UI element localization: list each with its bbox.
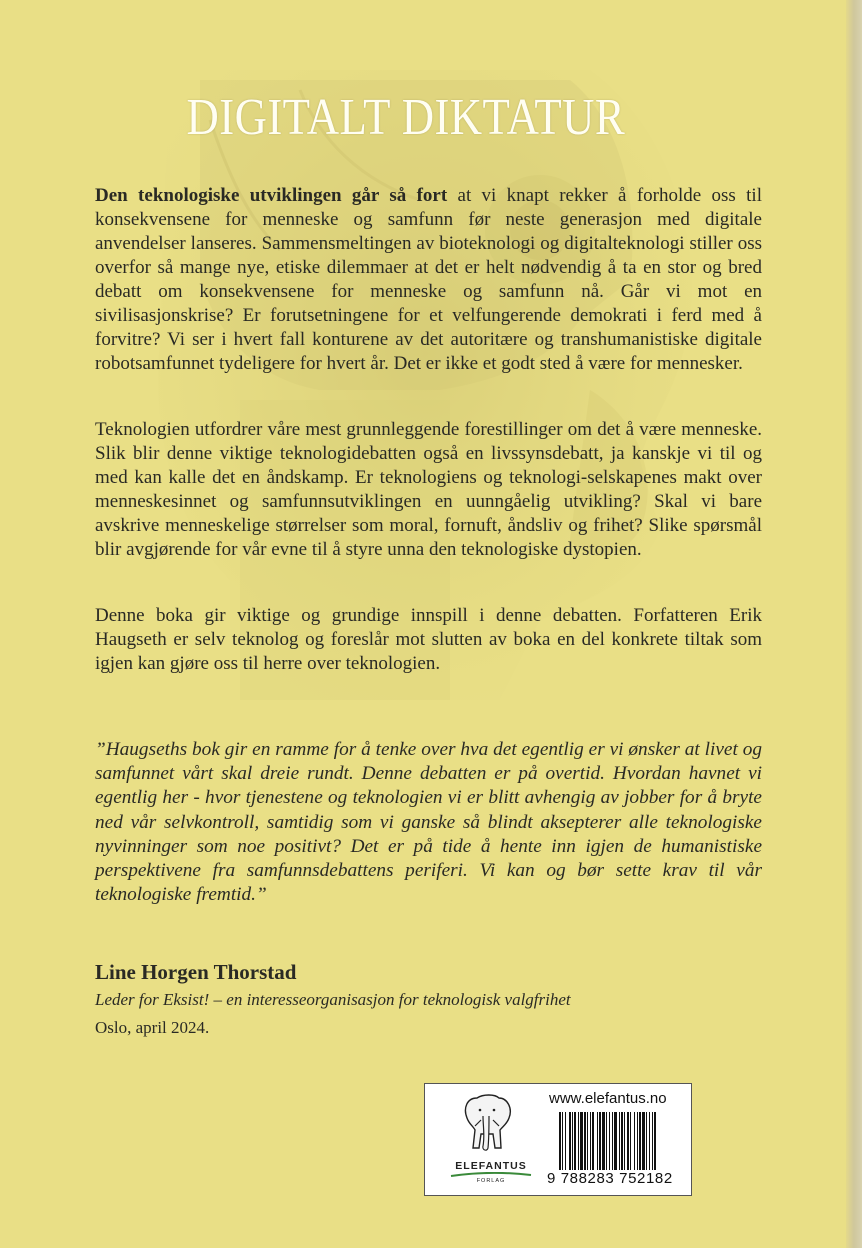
- barcode-bar: [580, 1112, 583, 1170]
- second-paragraph: Teknologien utfordrer våre mest grunnleggende forestillinger om det å være menneske. Slik blir denne viktige teknologidebatten også en livssynsdebatt, ja kanskje vi til og med kan kalle det en åndskamp. Er teknologiens og teknologi-selskapenes makt over menneskesinnet og samfunnsutviklingen en uunngåelig utvikling? Skal vi bare avskrive menneskelige størrelser som moral, fornuft, åndsliv og frihet? Slike spørsmål blir avgjørende for vår evne til å styre unna den teknologiske dystopien.: [95, 419, 762, 560]
- intro-paragraph: [95, 184, 762, 376]
- cover-edge-strip: [846, 0, 862, 1248]
- barcode-bar: [627, 1112, 629, 1170]
- barcode-bar: [584, 1112, 586, 1170]
- intro-lead-bold: Den teknologiske utviklingen går så fort: [95, 185, 448, 206]
- barcode-bar: [630, 1112, 631, 1170]
- barcode-bar: [569, 1112, 571, 1170]
- barcode-bar: [609, 1112, 610, 1170]
- endorsement-quote: ”Haugseths bok gir en ramme for å tenke over hva det egentlig er vi ønsker at livet og samfunnet vårt skal dreie rundt. Denne debatten er på overtid. Hvordan havnet vi egentlig her - hvor tjenestene og teknologien vi er blitt avhengig av jobber for å bryte ned vår selvkontroll, samtidig som vi ganske så blindt aksepterer alle teknologiske nyvinninger som noe positivt? Det er på tide å hente inn igjen de humanistiske perspektivene fra samfunnsdebattens periferi. Vi kan og bør sette krav til vår teknologiske fremtid.”: [95, 739, 762, 906]
- barcode-bar: [624, 1112, 625, 1170]
- intro-rest: at vi knapt rekker å forholde oss til konsekvensene for menneske og samfunn før neste generasjon med digitale anvendelser lanseres. Sammensmeltingen av bioteknologi og digitalteknologi stiller oss overfor så mange nye, etiske dilemmaer at det er helt nødvendig å ta en stor og bred debatt om konsekvensene for menneske og samfunn nå. Går vi mot en sivilisasjonskrise? Er forutsetningene for et velfungerende demokrati i ferd med å forvitre? Vi ser i hvert fall konturene av det autoritære og transhumanistiske digitale robotsamfunnet tydeligere for hvert år. Det er ikke et godt sted å være for mennesker.: [95, 185, 762, 374]
- barcode-bar: [634, 1112, 635, 1170]
- barcode-bar: [619, 1112, 620, 1170]
- isbn-number: 9 788283 752182: [547, 1170, 673, 1187]
- barcode-bar: [565, 1112, 566, 1170]
- quote-place-date: Oslo, april 2024.: [95, 1018, 210, 1037]
- barcode-bar: [612, 1112, 613, 1170]
- quote-author-name: Line Horgen Thorstad: [95, 960, 297, 984]
- barcode-bar: [590, 1112, 591, 1170]
- publisher-logo-name: ELEFANTUS: [455, 1160, 527, 1172]
- barcode-bar: [602, 1112, 605, 1170]
- isbn-barcode: [559, 1112, 685, 1170]
- barcode-bar: [639, 1112, 641, 1170]
- publisher-logo-sub: FORLAG: [476, 1178, 506, 1184]
- elephant-icon: [437, 1090, 545, 1160]
- barcode-bar: [597, 1112, 598, 1170]
- barcode-bar: [642, 1112, 645, 1170]
- barcode-bar: [574, 1112, 576, 1170]
- publisher-url[interactable]: www.elefantus.no: [549, 1090, 667, 1107]
- barcode-bar: [646, 1112, 647, 1170]
- barcode-bar: [649, 1112, 650, 1170]
- barcode-bar: [614, 1112, 617, 1170]
- barcode-bar: [572, 1112, 573, 1170]
- publisher-barcode-box: [424, 1083, 692, 1196]
- barcode-bar: [592, 1112, 594, 1170]
- barcode-bar: [652, 1112, 653, 1170]
- barcode-bar: [559, 1112, 561, 1170]
- barcode-bar: [654, 1112, 656, 1170]
- barcode-bar: [637, 1112, 638, 1170]
- quote-author-role: Leder for Eksist! – en interesseorganisasjon for teknologisk valgfrihet: [95, 990, 571, 1009]
- third-paragraph: Denne boka gir viktige og grundige innspill i denne debatten. Forfatteren Erik Haugseth er selv teknolog og foreslår mot slutten av boka en del konkrete tiltak som igjen kan gjøre oss til herre over teknologien.: [95, 605, 762, 674]
- barcode-bar: [587, 1112, 588, 1170]
- barcode-bar: [621, 1112, 623, 1170]
- barcode-bar: [599, 1112, 601, 1170]
- barcode-bar: [578, 1112, 579, 1170]
- barcode-bar: [562, 1112, 563, 1170]
- publisher-logo: [437, 1090, 545, 1190]
- barcode-bar: [606, 1112, 607, 1170]
- book-title: DIGITALT DIKTATUR: [186, 89, 626, 146]
